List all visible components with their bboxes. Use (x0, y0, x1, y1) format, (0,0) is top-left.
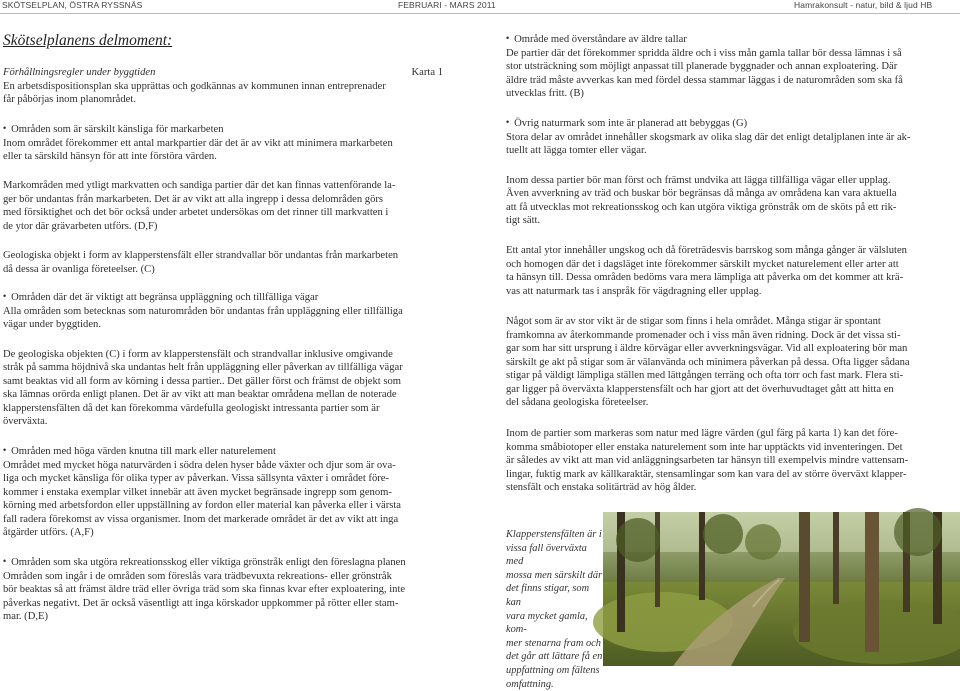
paragraph-line: komma småbiotoper eller enstaka naturelement som inte har upptäckts vid inventeringen. Det (506, 442, 903, 453)
paragraph-line: med försiktighet och det bör också under arbetet undersökas om det rinner till markvatten i (3, 207, 389, 218)
paragraph-line: särskilt ge akt på stigar som är välanvända och minimera påverkan på dessa. Ofta ligger sådana (506, 357, 910, 368)
intro-line-1: En arbetsdispositionsplan ska upprättas och godkännas av kommunen innan entreprenader (3, 81, 386, 92)
paragraph-line: gar som har sitt ursprung i äldre körvägar eller avverkningsvägar. Vid all exploatering bör man (506, 343, 908, 354)
paragraph-line: mar. (D,E) (3, 611, 49, 622)
bullet-heading-old-pines: • Område med överståndare av äldre tallar (506, 33, 687, 47)
bullet-heading-other-nature: • Övrig naturmark som inte är planerad att bebyggas (G) (506, 117, 747, 131)
map-reference: Karta 1 (411, 67, 443, 78)
header-center: FEBRUARI - MARS 2011 (398, 0, 496, 10)
paragraph-line: är således av vikt att man vid anläggningsarbeten tar hänsyn till exempelvis mindre vattensam- (506, 455, 909, 466)
paragraph-line: ska lämnas orörda enligt planen. Det är av vikt att man beaktar områdena mellan de noterade (3, 389, 397, 400)
paragraph-line: utvecklas fritt. (B) (506, 88, 584, 99)
caption-line: det finns stigar, som kan (506, 583, 590, 608)
paragraph-line: samt beaktas vid all form av körning i dessa partier.. Det gäller först och främst de objekt som (3, 376, 402, 387)
header-left: SKÖTSELPLAN, ÖSTRA RYSSNÄS (2, 0, 143, 10)
caption-line: vissa fall överväxta med (506, 542, 587, 568)
caption-line: det går att lättare få en (506, 651, 603, 663)
paragraph-line: ger bör undantas från markarbeten. Det är av vikt att alla ingrepp i dessa delområden görs (3, 194, 384, 205)
paragraph-line: lingar, fuktig mark av källkaraktär, stensamlingar som kan vara del av större överväxt klapper- (506, 469, 907, 480)
paragraph-line: Stora delar av området innehåller skogsmark av olika slag där det enligt detaljplanen inte är ak- (506, 132, 911, 143)
paragraph-line: del sådana geologiska företeelser. (506, 397, 649, 408)
paragraph-line: gar ligger på överväxta klapperstensfält och har gjort att det överhuvudtaget gått att hitta en (506, 384, 894, 395)
paragraph-line: och homogen där det i dagsläget inte förekommer särskilt mycket naturelement eller arter att (506, 259, 899, 270)
paragraph-line: Ett antal ytor innehåller ungskog och då företrädesvis barrskog som många gånger är välsluten (506, 245, 907, 256)
bullet-heading-storage-roads: • Områden där det är viktigt att begränsa uppläggning och tillfälliga vägar (3, 291, 318, 305)
forest-path-illustration (603, 512, 960, 666)
paragraph-line: fall radera förekomst av vissa organismer. Inom det markerade området är det av vikt att inga (3, 514, 399, 525)
paragraph-line: Områden som ingår i de områden som föreslås vara trädbevuxta rekreations- eller grönstråk (3, 571, 392, 582)
caption-line: vara mycket gamla, kom- (506, 610, 588, 636)
header-rule (0, 13, 960, 14)
paragraph-line: Inom dessa partier bör man först och främst undvika att lägga tillfälliga vägar eller upplag. (506, 175, 891, 186)
page-header (0, 0, 960, 14)
paragraph-line: De geologiska objekten (C) i form av klapperstensfält och strandvallar inklusive omgivande (3, 349, 393, 360)
paragraph-line: äldre träd måste avverkas kan med fördel dessa stammar läggas i de naturområden som ska få (506, 75, 903, 86)
paragraph-line: liga och mycket känsliga för olika typer av påverkan. Vissa sällsynta växter i området före- (3, 473, 390, 484)
paragraph-line: kommer i enstaka exemplar vilket innebär att även mycket begränsade ingrepp som genom- (3, 487, 392, 498)
paragraph-line: De partier där det förekommer spridda äldre och i viss mån gamla tallar bör dessa lämnas i så (506, 48, 902, 59)
paragraph-line: ta hänsyn till. Dessa områden bedöms vara mera lämpliga att påverka om det kommer att krä- (506, 272, 904, 283)
paragraph-line: stor utsträckning som möjligt anpassat till planerade byggnader och annan exploatering. Där (506, 61, 898, 72)
paragraph-line: Alla områden som betecknas som naturområden bör undantas från uppläggning eller tillfälliga (3, 306, 403, 317)
paragraph-line: påverkas negativt. Det är också väsentligt att inga körskador uppkommer på rötter eller stam- (3, 598, 399, 609)
paragraph-line: att få utvecklas mot rekreationsskog och kan utgöra viktiga grönstråk om de sköts på ett rik- (506, 202, 897, 213)
paragraph-line: överväxta. (3, 416, 48, 427)
subtitle: Förhållningsregler under byggtiden (3, 67, 156, 78)
subtitle-row (3, 66, 443, 80)
paragraph-line: då dessa är ovanliga företeelser. (C) (3, 264, 155, 275)
paragraph-line: Något som är av stor vikt är de stigar som finns i hela området. Många stigar är spontant (506, 316, 881, 327)
forest-path-photo (603, 512, 960, 666)
header-right: Hamrakonsult - natur, bild & ljud HB (794, 0, 933, 10)
paragraph-line: stensfält och enstaka solitärträd av hög ålder. (506, 482, 697, 493)
caption-line: uppfattning om fältens (506, 664, 600, 676)
caption-line: mossa men särskilt där (506, 569, 603, 581)
paragraph-line: klapperstensfälten då det kan förekomma värdefulla geologiskt intressanta partier som är (3, 403, 380, 414)
paragraph-line: eller ta särskild hänsyn för att inte förstöra värden. (3, 151, 217, 162)
paragraph-line: tigt sätt. (506, 215, 541, 226)
caption-line: mer stenarna fram och (506, 637, 601, 649)
caption-line: Klapperstensfälten är i (506, 529, 602, 540)
intro-line-2: får påbörjas inom planområdet. (3, 94, 136, 105)
paragraph-line: tuellt att lägga tomter eller vägar. (506, 145, 647, 156)
paragraph-line: vas att naturmark tas i anspråk för vägdragning eller upplag. (506, 286, 762, 297)
paragraph-line: framkomna av återkommande promenader och i viss mån även ridning. Dock är det vissa sti- (506, 330, 901, 341)
paragraph-line: körning med arbetsfordon eller uppställning av fordon eller material kan påverka eller i värsta (3, 500, 402, 511)
paragraph-line: de ytor där grävarbeten utförs. (D,F) (3, 221, 158, 232)
paragraph-line: Markområden med ytligt markvatten och sandiga partier där det kan finnas vattenförande la- (3, 180, 396, 191)
paragraph-line: Området med mycket höga naturvärden i södra delen hyser både växter och djur som är ova- (3, 460, 396, 471)
caption-line: omfattning. (506, 678, 554, 690)
bullet-heading-high-values: • Områden med höga värden knutna till mark eller naturelement (3, 445, 276, 459)
paragraph-line: stigar på väldigt lämpliga ställen med lättgången terräng och ofta torr och fast mark. Flera sti- (506, 370, 904, 381)
paragraph-line: stråk på samma höjdnivå ska undantas helt från uppläggning eller påverkan av tillfälliga vägar (3, 362, 403, 373)
bullet-heading-recreation-forest: • Områden som ska utgöra rekreationsskog eller viktiga grönstråk enligt den föreslagna planen (3, 556, 406, 570)
bullet-heading-sensitive-areas: • Områden som är särskilt känsliga för markarbeten (3, 123, 224, 137)
paragraph-line: vägar under byggtiden. (3, 319, 101, 330)
paragraph-line: Även avverkning av träd och buskar bör begränsas då många av områdena kan vara aktuella (506, 188, 897, 199)
paragraph-line: bör beaktas så att främst äldre träd eller övriga träd som ska finnas kvar efter exploatering, inte (3, 584, 406, 595)
paragraph-line: Inom området förekommer ett antal markpartier där det är av vikt att minimera markarbeten (3, 138, 393, 149)
paragraph-line: Inom de partier som markeras som natur med lägre värden (gul färg på karta 1) kan det före- (506, 428, 898, 439)
photo-caption (506, 528, 604, 691)
paragraph-line: Geologiska objekt i form av klapperstensfält eller strandvallar bör undantas från markarbeten (3, 250, 399, 261)
paragraph-line: åtgärder utförs. (A,F) (3, 527, 94, 538)
section-title: Skötselplanens delmoment: (3, 32, 173, 49)
